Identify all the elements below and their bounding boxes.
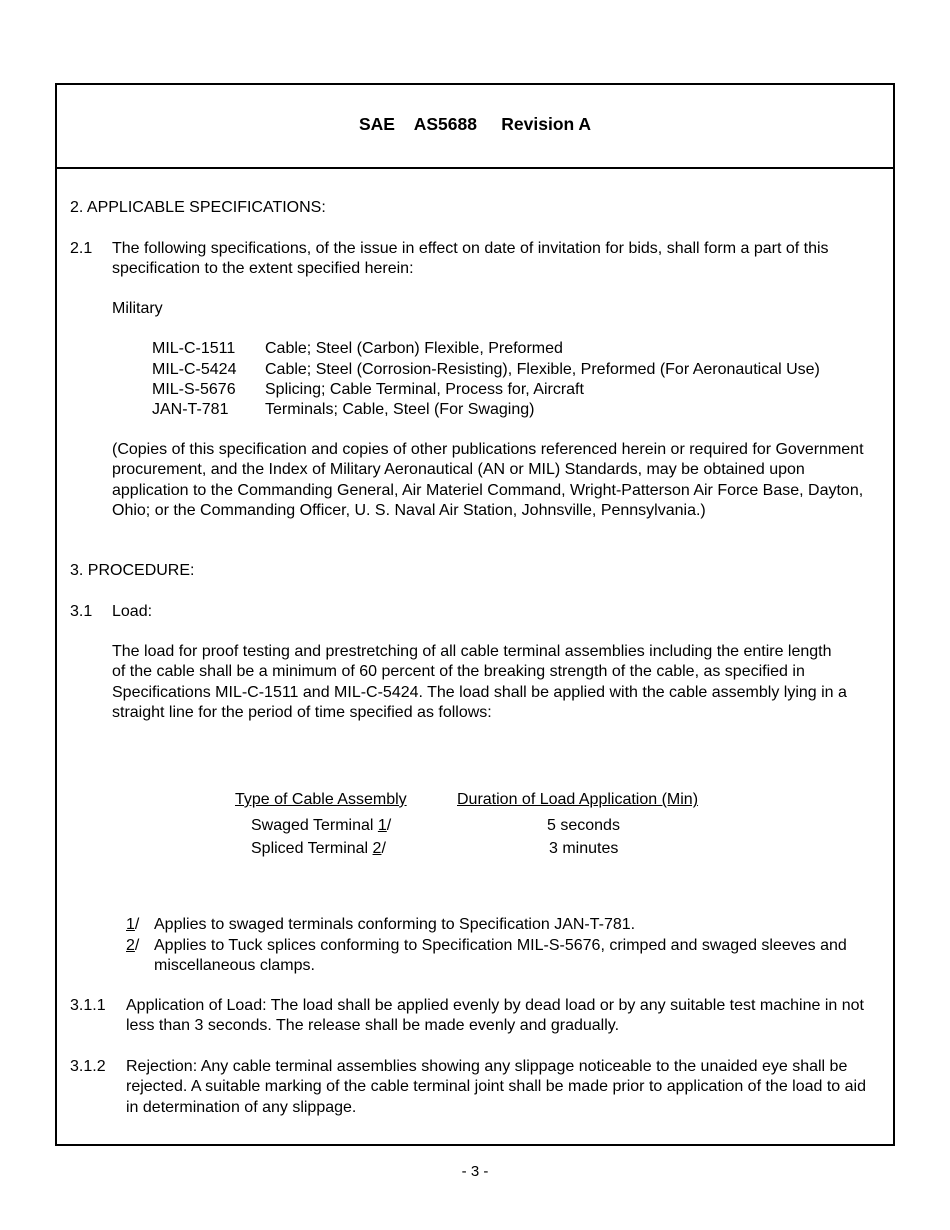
table-header-duration: Duration of Load Application (Min) <box>457 791 699 808</box>
footnote-ref: 2 <box>372 840 382 857</box>
table-row <box>251 816 391 836</box>
table-cell-duration: 3 minutes <box>549 840 619 857</box>
spec-code: MIL-S-5676 <box>152 381 236 398</box>
copies-note: (Copies of this specification and copies of other publications referenced herein or required for Government procurement, and the Index of Military Aeronautical (AN or MIL) Standards, may be obtained upon application to the Commanding General, Air Materiel Command, Wright-Patterson Air Force Base, Dayton, Ohio; or the Commanding Officer, U. S. Naval Air Station, Johnsville, Pennsylvania.) <box>112 441 864 519</box>
spec-code: MIL-C-1511 <box>152 340 236 357</box>
paragraph-3-1-1-text: Application of Load: The load shall be applied evenly by dead load or by any suitable test machine in not less than 3 seconds. The release shall be made evenly and gradually. <box>126 997 864 1035</box>
paragraph-3-1-number: 3.1 <box>70 603 93 620</box>
footnote-marker: 2/ <box>126 937 140 954</box>
paragraph-3-1-2-text: Rejection: Any cable terminal assemblies showing any slippage noticeable to the unaided eye shall be rejected. A suitable marking of the cable terminal joint shall be made prior to application of the load to aid in determination of any slippage. <box>126 1058 866 1116</box>
footnote-ref-slash: / <box>386 817 392 834</box>
footnote-ref: 1 <box>377 817 387 834</box>
footnote-marker: 1/ <box>126 916 140 933</box>
section-2-heading: 2. APPLICABLE SPECIFICATIONS: <box>70 199 326 216</box>
table-cell-type: Swaged Terminal <box>251 817 378 834</box>
table-cell-type: Spliced Terminal <box>251 840 373 857</box>
spec-code: MIL-C-5424 <box>152 361 237 378</box>
spec-title: Cable; Steel (Corrosion-Resisting), Flexible, Preformed (For Aeronautical Use) <box>265 361 820 378</box>
paragraph-3-1-title: Load: <box>112 603 153 620</box>
spec-title: Splicing; Cable Terminal, Process for, Aircraft <box>265 381 584 398</box>
paragraph-2-1-number: 2.1 <box>70 240 93 257</box>
document-title: SAE AS5688 Revision A <box>358 114 592 134</box>
paragraph-3-1-2-number: 3.1.2 <box>70 1058 106 1075</box>
paragraph-2-1-text: The following specifications, of the issue in effect on date of invitation for bids, shall form a part of this specification to the extent specified herein: <box>112 240 829 278</box>
page-number: - 3 - <box>461 1163 489 1180</box>
paragraph-3-1-text: The load for proof testing and prestretching of all cable terminal assemblies including the entire length of the cable shall be a minimum of 60 percent of the breaking strength of the cable, as specified in Specifications MIL-C-1511 and MIL-C-5424. The load shall be applied with the cable assembly lying in a straight line for the period of time specified as follows: <box>112 643 847 721</box>
section-3-heading: 3. PROCEDURE: <box>70 562 195 579</box>
spec-code: JAN-T-781 <box>152 401 229 418</box>
footnote-text: Applies to swaged terminals conforming to Specification JAN-T-781. <box>154 916 636 933</box>
table-header-type: Type of Cable Assembly <box>235 791 407 808</box>
paragraph-3-1-1-number: 3.1.1 <box>70 997 106 1014</box>
footnote-ref-slash: / <box>381 840 386 857</box>
document-header <box>57 85 893 169</box>
table-cell-duration: 5 seconds <box>547 817 620 834</box>
table-row <box>251 839 386 859</box>
footnote-text: Applies to Tuck splices conforming to Specification MIL-S-5676, crimped and swaged sleeves and miscellaneous clamps. <box>154 937 847 975</box>
spec-title: Cable; Steel (Carbon) Flexible, Preformed <box>265 340 563 357</box>
spec-title: Terminals; Cable, Steel (For Swaging) <box>265 401 535 418</box>
military-label: Military <box>112 300 163 317</box>
